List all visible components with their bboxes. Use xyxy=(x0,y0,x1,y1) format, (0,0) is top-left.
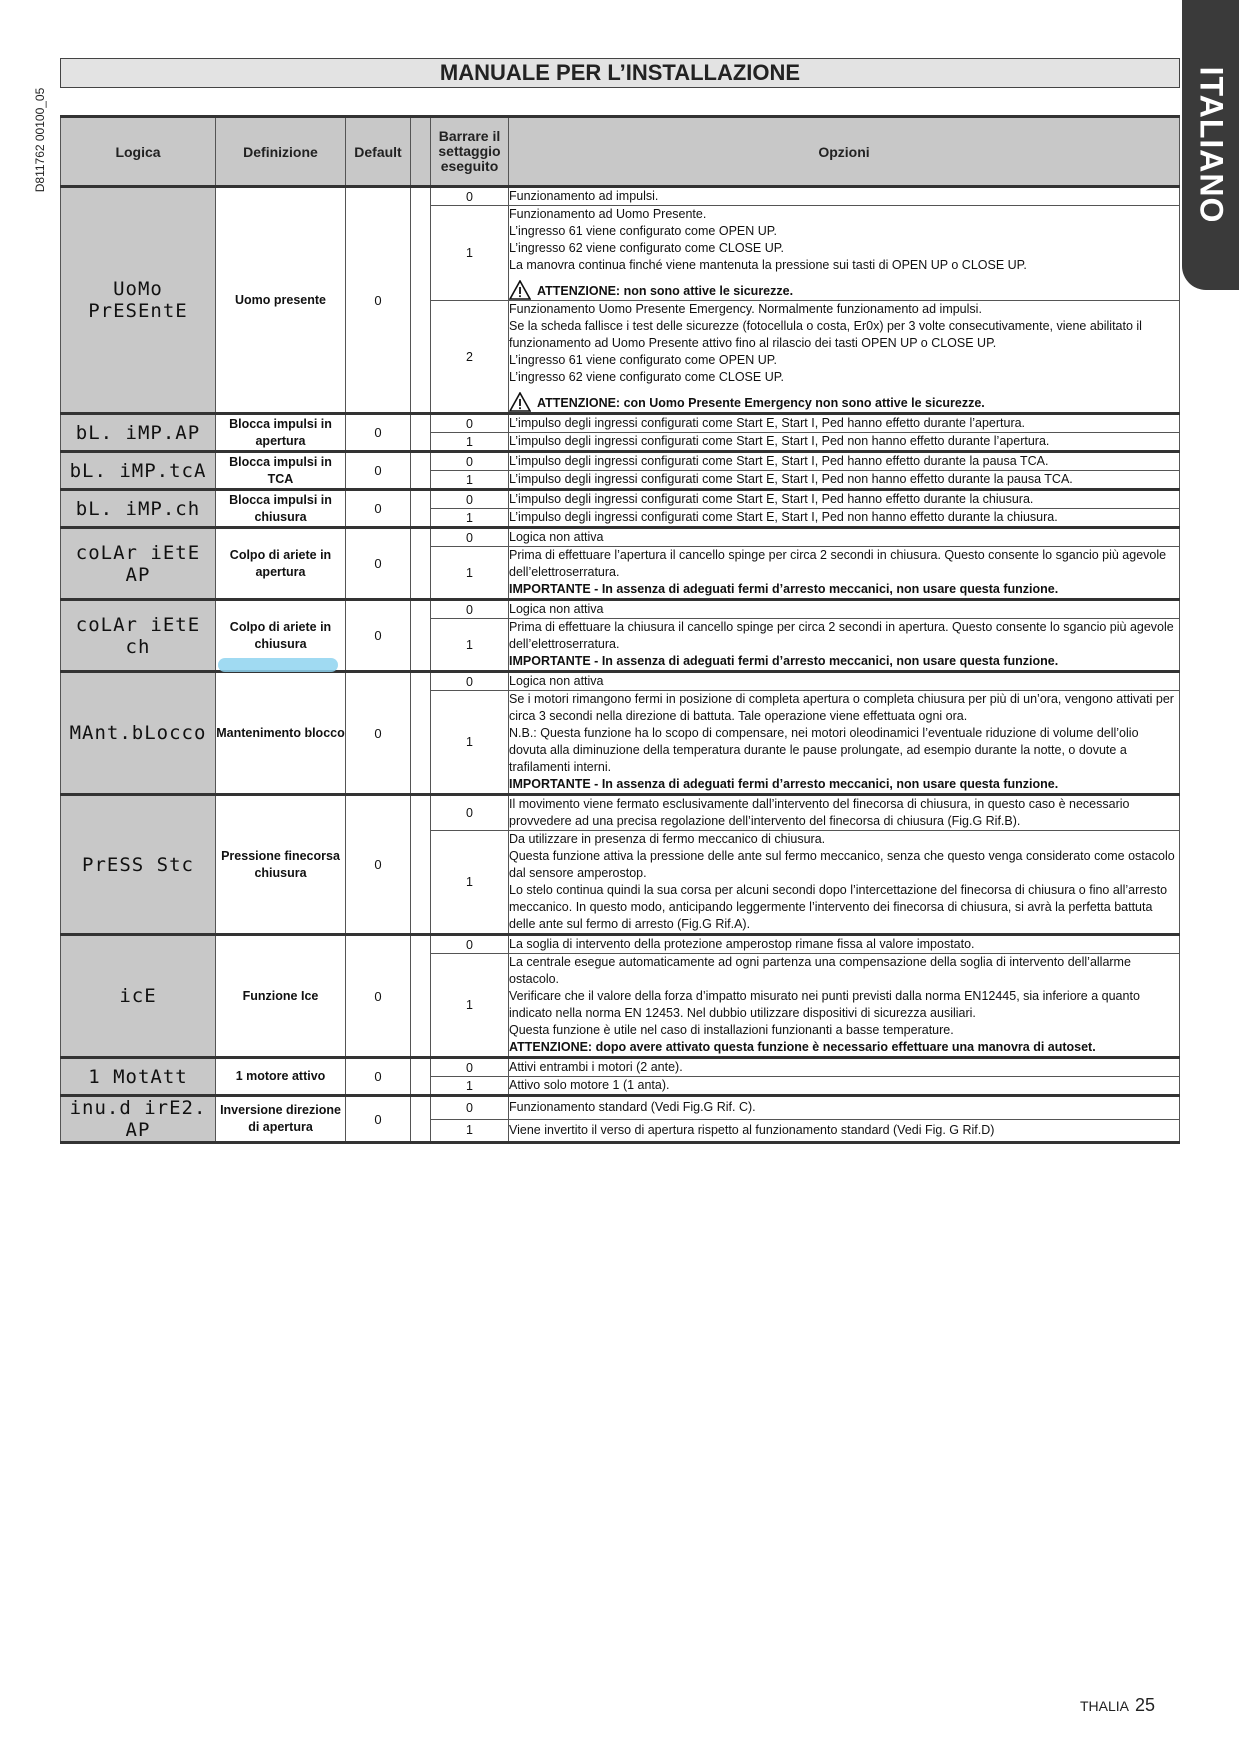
option-line: Attivi entrambi i motori (2 ante). xyxy=(509,1060,683,1074)
definition-cell xyxy=(216,672,346,795)
checkbox-column[interactable] xyxy=(411,795,431,935)
option-line: L’impulso degli ingressi configurati come Start E, Start I, Ped non hanno effetto durante la pausa TCA. xyxy=(509,472,1073,486)
option-line: La centrale esegue automaticamente ad ogni partenza una compensazione della soglia di intervento dell’allarme ostacolo. xyxy=(509,955,1131,986)
option-line: Funzionamento ad impulsi. xyxy=(509,189,659,203)
header-opzioni: Opzioni xyxy=(509,117,1180,187)
important-note: IMPORTANTE - In assenza di adeguati fermi d’arresto meccanici, non usare questa funzione. xyxy=(509,654,1059,668)
option-description xyxy=(509,433,1180,452)
option-description xyxy=(509,619,1180,672)
checkbox-column[interactable] xyxy=(411,1096,431,1143)
table-header-row xyxy=(61,117,1180,187)
option-description xyxy=(509,452,1180,471)
page-title: MANUALE PER L’INSTALLAZIONE xyxy=(60,58,1180,88)
logic-display-code: inu.d irE2. AP xyxy=(61,1096,216,1143)
logic-display-code: MAnt.bLocco xyxy=(61,672,216,795)
option-line: L’impulso degli ingressi configurati come Start E, Start I, Ped hanno effetto durante la chiusura. xyxy=(509,492,1034,506)
default-value: 0 xyxy=(346,187,411,414)
option-line: Prima di effettuare l’apertura il cancello spinge per circa 2 secondi in chiusura. Questo consente lo sgancio più agevole dell’elettroserratura. xyxy=(509,548,1167,579)
option-value: 0 xyxy=(431,1058,509,1077)
option-line: Funzionamento Uomo Presente Emergency. Normalmente funzionamento ad impulsi. xyxy=(509,302,982,316)
important-note: IMPORTANTE - In assenza di adeguati fermi d’arresto meccanici, non usare questa funzione. xyxy=(509,582,1059,596)
option-value: 0 xyxy=(431,414,509,433)
option-description xyxy=(509,301,1180,414)
page-number: 25 xyxy=(1135,1695,1156,1715)
definition-text: Pressione finecorsa chiusura xyxy=(221,848,340,880)
header-definizione: Definizione xyxy=(216,117,346,187)
default-value: 0 xyxy=(346,1096,411,1143)
warning-icon xyxy=(509,280,531,300)
option-description xyxy=(509,672,1180,691)
option-line: Attivo solo motore 1 (1 anta). xyxy=(509,1078,670,1092)
option-value: 1 xyxy=(431,954,509,1058)
table-row xyxy=(61,187,1180,206)
checkbox-column[interactable] xyxy=(411,187,431,414)
option-value: 2 xyxy=(431,301,509,414)
option-description xyxy=(509,1096,1180,1120)
option-line: Se i motori rimangono fermi in posizione di completa apertura o completa chiusura per più di un’ora, vengono attivati per circa 3 secondi nella direzione di battuta. Tale operazione viene effettuata ogni ora. xyxy=(509,692,1174,723)
option-value: 1 xyxy=(431,206,509,301)
option-description xyxy=(509,1058,1180,1077)
checkbox-column[interactable] xyxy=(411,414,431,452)
option-description xyxy=(509,831,1180,935)
logic-display-code: bL. iMP.tcA xyxy=(61,452,216,490)
definition-cell xyxy=(216,187,346,414)
table-row xyxy=(61,528,1180,547)
checkbox-column[interactable] xyxy=(411,452,431,490)
option-description xyxy=(509,691,1180,795)
option-line: Funzionamento standard (Vedi Fig.G Rif. C). xyxy=(509,1100,756,1115)
definition-cell xyxy=(216,528,346,600)
option-value: 1 xyxy=(431,509,509,528)
settings-table xyxy=(60,115,1180,1144)
definition-text: Blocca impulsi in TCA xyxy=(229,454,332,486)
option-line: L’impulso degli ingressi configurati come Start E, Start I, Ped non hanno effetto durante la chiusura. xyxy=(509,510,1058,524)
option-description xyxy=(509,795,1180,831)
option-value: 1 xyxy=(431,1119,509,1143)
option-description xyxy=(509,490,1180,509)
checkbox-column[interactable] xyxy=(411,1058,431,1096)
option-description xyxy=(509,509,1180,528)
option-line: L’ingresso 62 viene configurato come CLOSE UP. xyxy=(509,370,784,384)
definition-cell xyxy=(216,1096,346,1143)
definition-text: Inversione direzione di apertura xyxy=(220,1103,341,1134)
logic-display-code: bL. iMP.ch xyxy=(61,490,216,528)
table-row xyxy=(61,1096,1180,1120)
option-line: L’impulso degli ingressi configurati come Start E, Start I, Ped hanno effetto durante l’apertura. xyxy=(509,416,1026,430)
option-line: N.B.: Questa funzione ha lo scopo di compensare, nei motori oleodinamici l’eventuale riduzione di volume dell’olio dovuta alla diminuzione della temperatura durante le pause prolungate, ad esempio durante la notte, o dovute a trafilamenti interni. xyxy=(509,726,1139,774)
option-value: 1 xyxy=(431,471,509,490)
table-row xyxy=(61,490,1180,509)
table-row xyxy=(61,600,1180,619)
definition-text: Funzione Ice xyxy=(242,988,319,1003)
definition-text: 1 motore attivo xyxy=(235,1069,326,1083)
logic-display-code: UoMo PrESEntE xyxy=(61,187,216,414)
header-spacer xyxy=(411,117,431,187)
definition-text: Blocca impulsi in apertura xyxy=(229,416,332,448)
option-value: 0 xyxy=(431,795,509,831)
document-code: D811762 00100_05 xyxy=(33,87,47,193)
option-value: 0 xyxy=(431,452,509,471)
option-description xyxy=(509,547,1180,600)
option-line: L’ingresso 62 viene configurato come CLOSE UP. xyxy=(509,241,784,255)
option-value: 1 xyxy=(431,691,509,795)
warning-text: ATTENZIONE: con Uomo Presente Emergency non sono attive le sicurezze. xyxy=(537,396,985,410)
option-description xyxy=(509,600,1180,619)
header-logica: Logica xyxy=(61,117,216,187)
option-line: L’impulso degli ingressi configurati come Start E, Start I, Ped hanno effetto durante la pausa TCA. xyxy=(509,454,1049,468)
option-line: Lo stelo continua quindi la sua corsa per alcuni secondi dopo l’intercettazione del finecorsa di chiusura o fino all’arresto meccanico. In questo modo, anticipando leggermente l’intervento dei finecorsa di chiusura, si avrà la perfetta battuta delle ante sul fermo di arresto (Fig.G Rif.A). xyxy=(509,883,1168,931)
important-note: ATTENZIONE: dopo avere attivato questa funzione è necessario effettuare una manovra di autoset. xyxy=(509,1040,1096,1054)
definition-cell xyxy=(216,452,346,490)
option-description xyxy=(509,187,1180,206)
option-description xyxy=(509,954,1180,1058)
option-line: L’ingresso 61 viene configurato come OPEN UP. xyxy=(509,353,777,367)
option-value: 0 xyxy=(431,672,509,691)
option-description xyxy=(509,935,1180,954)
option-line: Verificare che il valore della forza d’impatto misurato nei punti previsti dalla norma EN12445, sia inferiore a quanto indicato nella norma EN 12453. Nel dubbio utilizzare dispositivi di sicurezza ausiliari. xyxy=(509,989,1140,1020)
language-tab: ITALIANO xyxy=(1182,0,1239,290)
highlight-mark xyxy=(218,658,338,672)
option-line: Prima di effettuare la chiusura il cancello spinge per circa 2 secondi in apertura. Questo consente lo sgancio più agevole dell’elettroserratura. xyxy=(509,620,1174,651)
checkbox-column[interactable] xyxy=(411,600,431,672)
option-line: Il movimento viene fermato esclusivamente dall’intervento del finecorsa di chiusura, in questo caso è necessario provvedere ad una precisa regolazione dell’intervento del finecorsa di chiusura (Fig.G Rif.B). xyxy=(509,797,1130,828)
option-value: 0 xyxy=(431,935,509,954)
definition-text: Mantenimento blocco xyxy=(216,725,345,740)
definition-cell xyxy=(216,795,346,935)
header-default: Default xyxy=(346,117,411,187)
header-barrare: Barrare il settaggio eseguito xyxy=(431,117,509,187)
definition-text: Uomo presente xyxy=(235,292,326,307)
logic-display-code: 1 MotAtt xyxy=(61,1058,216,1096)
definition-cell xyxy=(216,600,346,672)
definition-cell xyxy=(216,414,346,452)
option-description xyxy=(509,206,1180,301)
option-line: Questa funzione attiva la pressione delle ante sul fermo meccanico, senza che questo venga considerato come ostacolo dal sensore amperostop. xyxy=(509,849,1175,880)
option-value: 1 xyxy=(431,619,509,672)
definition-text: Colpo di ariete in chiusura xyxy=(229,619,332,651)
option-description xyxy=(509,1119,1180,1143)
logic-display-code: coLAr iEtE AP xyxy=(61,528,216,600)
option-description xyxy=(509,1077,1180,1096)
default-value: 0 xyxy=(346,672,411,795)
option-line: La manovra continua finché viene mantenuta la pressione sui tasti di OPEN UP o CLOSE UP. xyxy=(509,258,1027,272)
warning-icon xyxy=(509,392,531,412)
default-value: 0 xyxy=(346,935,411,1058)
footer-product: THALIA xyxy=(1080,1698,1130,1714)
logic-display-code: PrESS Stc xyxy=(61,795,216,935)
default-value: 0 xyxy=(346,490,411,528)
default-value: 0 xyxy=(346,1058,411,1096)
definition-cell xyxy=(216,1058,346,1096)
option-value: 0 xyxy=(431,528,509,547)
option-line: L’impulso degli ingressi configurati come Start E, Start I, Ped non hanno effetto durante l’apertura. xyxy=(509,434,1050,448)
definition-text: Blocca impulsi in chiusura xyxy=(229,492,332,524)
option-description xyxy=(509,471,1180,490)
definition-text: Colpo di ariete in apertura xyxy=(229,547,332,579)
table-row xyxy=(61,414,1180,433)
option-value: 1 xyxy=(431,831,509,935)
default-value: 0 xyxy=(346,528,411,600)
option-value: 1 xyxy=(431,433,509,452)
option-line: Logica non attiva xyxy=(509,602,604,616)
option-value: 0 xyxy=(431,187,509,206)
option-description xyxy=(509,528,1180,547)
logic-display-code: bL. iMP.AP xyxy=(61,414,216,452)
option-line: L’ingresso 61 viene configurato come OPEN UP. xyxy=(509,224,777,238)
option-description xyxy=(509,414,1180,433)
table-row xyxy=(61,1058,1180,1077)
option-value: 1 xyxy=(431,547,509,600)
table-row xyxy=(61,672,1180,691)
definition-cell xyxy=(216,490,346,528)
important-note: IMPORTANTE - In assenza di adeguati fermi d’arresto meccanici, non usare questa funzione. xyxy=(509,777,1059,791)
default-value: 0 xyxy=(346,795,411,935)
option-value: 0 xyxy=(431,490,509,509)
option-line: Questa funzione è utile nel caso di installazioni funzionanti a basse temperature. xyxy=(509,1023,954,1037)
page-footer xyxy=(1080,1695,1155,1716)
option-value: 1 xyxy=(431,1077,509,1096)
option-line: Funzionamento ad Uomo Presente. xyxy=(509,207,707,221)
warning-text: ATTENZIONE: non sono attive le sicurezze. xyxy=(537,284,794,298)
warning-note xyxy=(509,280,1179,300)
table-row xyxy=(61,795,1180,831)
option-line: Logica non attiva xyxy=(509,674,604,688)
checkbox-column[interactable] xyxy=(411,672,431,795)
option-line: La soglia di intervento della protezione amperostop rimane fissa al valore impostato. xyxy=(509,937,975,951)
warning-note xyxy=(509,392,1179,412)
table-row xyxy=(61,452,1180,471)
checkbox-column[interactable] xyxy=(411,528,431,600)
option-value: 0 xyxy=(431,1096,509,1120)
option-line: Da utilizzare in presenza di fermo meccanico di chiusura. xyxy=(509,832,826,846)
checkbox-column[interactable] xyxy=(411,935,431,1058)
checkbox-column[interactable] xyxy=(411,490,431,528)
default-value: 0 xyxy=(346,600,411,672)
default-value: 0 xyxy=(346,414,411,452)
definition-cell xyxy=(216,935,346,1058)
default-value: 0 xyxy=(346,452,411,490)
option-value: 0 xyxy=(431,600,509,619)
option-line: Se la scheda fallisce i test delle sicurezze (fotocellula o costa, Er0x) per 3 volte consecutivamente, viene abilitato il funzionamento ad Uomo Presente attivo fino al rilascio dei tasti OPEN UP o CLOSE UP. xyxy=(509,319,1142,350)
option-line: Logica non attiva xyxy=(509,530,604,544)
table-row xyxy=(61,935,1180,954)
logic-display-code: icE xyxy=(61,935,216,1058)
logic-display-code: coLAr iEtE ch xyxy=(61,600,216,672)
option-line: Viene invertito il verso di apertura rispetto al funzionamento standard (Vedi Fig. G Rif.D) xyxy=(509,1122,995,1137)
